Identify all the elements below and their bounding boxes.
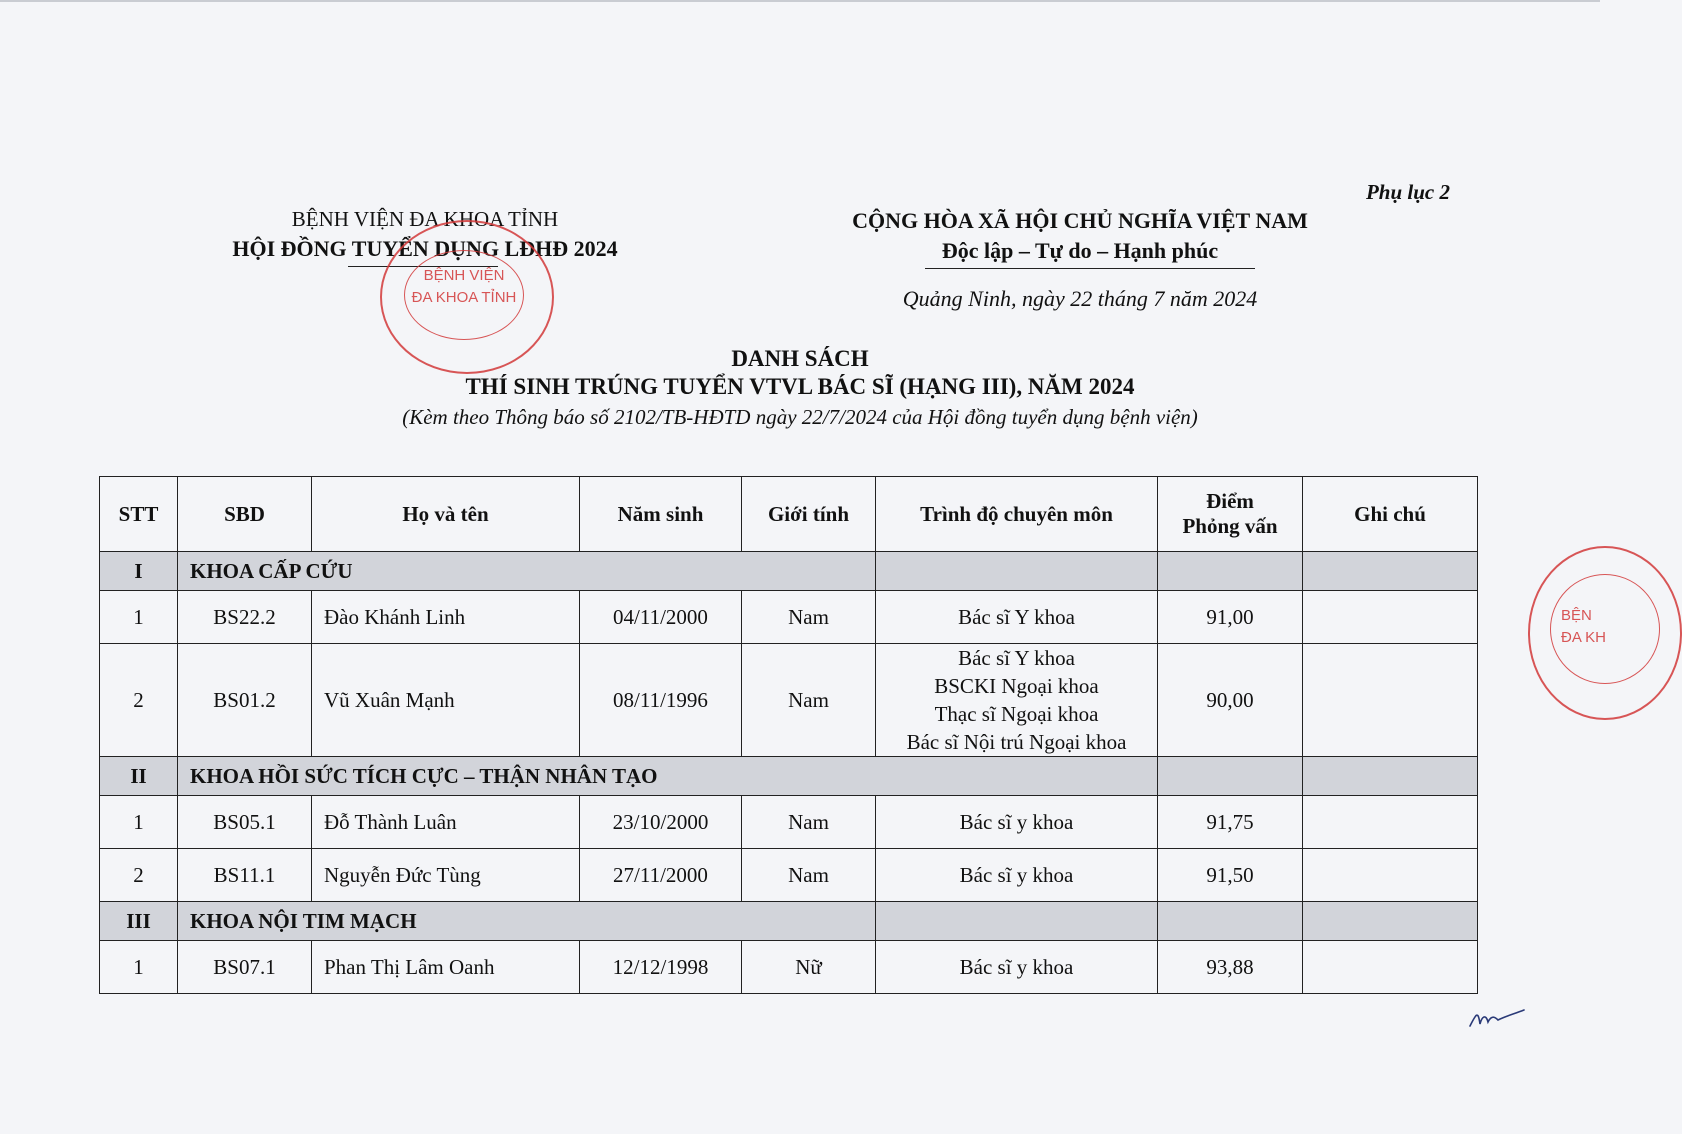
section-roman: II (100, 757, 178, 796)
section-name: KHOA CẤP CỨU (178, 552, 876, 591)
section-empty-cell (876, 902, 1158, 941)
title-line-2: THÍ SINH TRÚNG TUYỂN VTVL BÁC SĨ (HẠNG III), NĂM 2024 (465, 374, 1135, 399)
cell-sbd: BS01.2 (178, 644, 312, 757)
qualification-line: Bác sĩ Y khoa (958, 646, 1075, 670)
table-row (100, 849, 1478, 902)
page-top-edge (0, 0, 1600, 2)
section-row (100, 552, 1478, 591)
national-title: CỘNG HÒA XÃ HỘI CHỦ NGHĨA VIỆT NAM (852, 208, 1308, 233)
table-row (100, 591, 1478, 644)
cell-qualification: Bác sĩ y khoa (876, 796, 1158, 849)
section-empty-cell (1158, 552, 1303, 591)
cell-name: Đỗ Thành Luân (312, 796, 580, 849)
cell-note (1303, 796, 1478, 849)
section-row (100, 902, 1478, 941)
page-edge-seal-stamp (1528, 546, 1682, 720)
cell-name: Phan Thị Lâm Oanh (312, 941, 580, 994)
dateline: Quảng Ninh, ngày 22 tháng 7 năm 2024 (902, 286, 1258, 311)
cell-stt: 1 (100, 796, 178, 849)
cell-sbd: BS07.1 (178, 941, 312, 994)
cell-stt: 1 (100, 941, 178, 994)
seal-text-line-1: BỆNH VIỆN (423, 267, 505, 284)
cell-sbd: BS11.1 (178, 849, 312, 902)
cell-stt: 2 (100, 849, 178, 902)
council-name: HỘI ĐỒNG TUYỂN DỤNG LĐHĐ 2024 (232, 236, 618, 261)
cell-note (1303, 941, 1478, 994)
organization-name: BỆNH VIỆN ĐA KHOA TỈNH (291, 207, 559, 231)
cell-qualification: Bác sĩ Y khoa (876, 591, 1158, 644)
cell-note (1303, 644, 1478, 757)
seal-text-line-2: ĐA KH (1561, 629, 1607, 646)
header-name: Họ và tên (312, 477, 580, 552)
title-line-1: DANH SÁCH (731, 346, 869, 371)
header-sbd: SBD (178, 477, 312, 552)
header-qualification: Trình độ chuyên môn (876, 477, 1158, 552)
header-score-line-1: Điểm (1206, 489, 1254, 513)
cell-birth: 08/11/1996 (580, 644, 742, 757)
cell-birth: 23/10/2000 (580, 796, 742, 849)
cell-name: Vũ Xuân Mạnh (312, 644, 580, 757)
section-roman: III (100, 902, 178, 941)
cell-score: 91,00 (1158, 591, 1303, 644)
section-name: KHOA NỘI TIM MẠCH (178, 902, 876, 941)
cell-gender: Nam (742, 849, 876, 902)
cell-stt: 2 (100, 644, 178, 757)
qualification-line: Thạc sĩ Ngoại khoa (934, 702, 1099, 726)
section-empty-cell (876, 552, 1158, 591)
national-header (820, 206, 1340, 266)
cell-note (1303, 849, 1478, 902)
cell-birth: 12/12/1998 (580, 941, 742, 994)
header-birth: Năm sinh (580, 477, 742, 552)
qualification-line: Bác sĩ Nội trú Ngoại khoa (906, 730, 1127, 754)
section-row (100, 757, 1478, 796)
seal-inner-ring (1550, 574, 1660, 684)
cell-qualification: Bác sĩ y khoa (876, 849, 1158, 902)
section-roman: I (100, 552, 178, 591)
table-row (100, 941, 1478, 994)
section-empty-cell (1303, 552, 1478, 591)
cell-score: 91,75 (1158, 796, 1303, 849)
motto-underline (925, 268, 1255, 269)
section-name: KHOA HỒI SỨC TÍCH CỰC – THẬN NHÂN TẠO (178, 757, 1158, 796)
cell-score: 90,00 (1158, 644, 1303, 757)
header-note: Ghi chú (1303, 477, 1478, 552)
cell-gender: Nam (742, 644, 876, 757)
title-reference: (Kèm theo Thông báo số 2102/TB-HĐTD ngày 22/7/2024 của Hội đồng tuyển dụng bệnh viện) (402, 405, 1198, 429)
seal-inner-ring (404, 250, 524, 340)
appendix-label: Phụ lục 2 (1365, 180, 1450, 204)
cell-birth: 04/11/2000 (580, 591, 742, 644)
national-motto: Độc lập – Tự do – Hạnh phúc (941, 238, 1219, 263)
cell-note (1303, 591, 1478, 644)
cell-birth: 27/11/2000 (580, 849, 742, 902)
seal-text-line-2: ĐA KHOA TỈNH (411, 289, 517, 306)
table-row (100, 644, 1478, 757)
cell-gender: Nam (742, 796, 876, 849)
hospital-seal-stamp (380, 220, 554, 374)
cell-qualification (876, 644, 1158, 757)
section-empty-cell (1158, 902, 1303, 941)
header-score (1158, 477, 1303, 552)
cell-score: 91,50 (1158, 849, 1303, 902)
qualification-line: BSCKI Ngoại khoa (934, 674, 1099, 698)
table-row (100, 796, 1478, 849)
section-empty-cell (1303, 902, 1478, 941)
cell-sbd: BS22.2 (178, 591, 312, 644)
seal-text-line-1: BỆN (1561, 607, 1592, 624)
cell-name: Đào Khánh Linh (312, 591, 580, 644)
initials-signature (1468, 1004, 1528, 1030)
cell-gender: Nam (742, 591, 876, 644)
header-gender: Giới tính (742, 477, 876, 552)
section-empty-cell (1303, 757, 1478, 796)
table-header-row (100, 477, 1478, 552)
cell-gender: Nữ (742, 941, 876, 994)
results-table (99, 476, 1478, 994)
header-stt: STT (100, 477, 178, 552)
cell-qualification: Bác sĩ y khoa (876, 941, 1158, 994)
cell-score: 93,88 (1158, 941, 1303, 994)
header-score-line-2: Phỏng vấn (1182, 514, 1278, 538)
section-empty-cell (1158, 757, 1303, 796)
cell-stt: 1 (100, 591, 178, 644)
cell-sbd: BS05.1 (178, 796, 312, 849)
cell-name: Nguyễn Đức Tùng (312, 849, 580, 902)
